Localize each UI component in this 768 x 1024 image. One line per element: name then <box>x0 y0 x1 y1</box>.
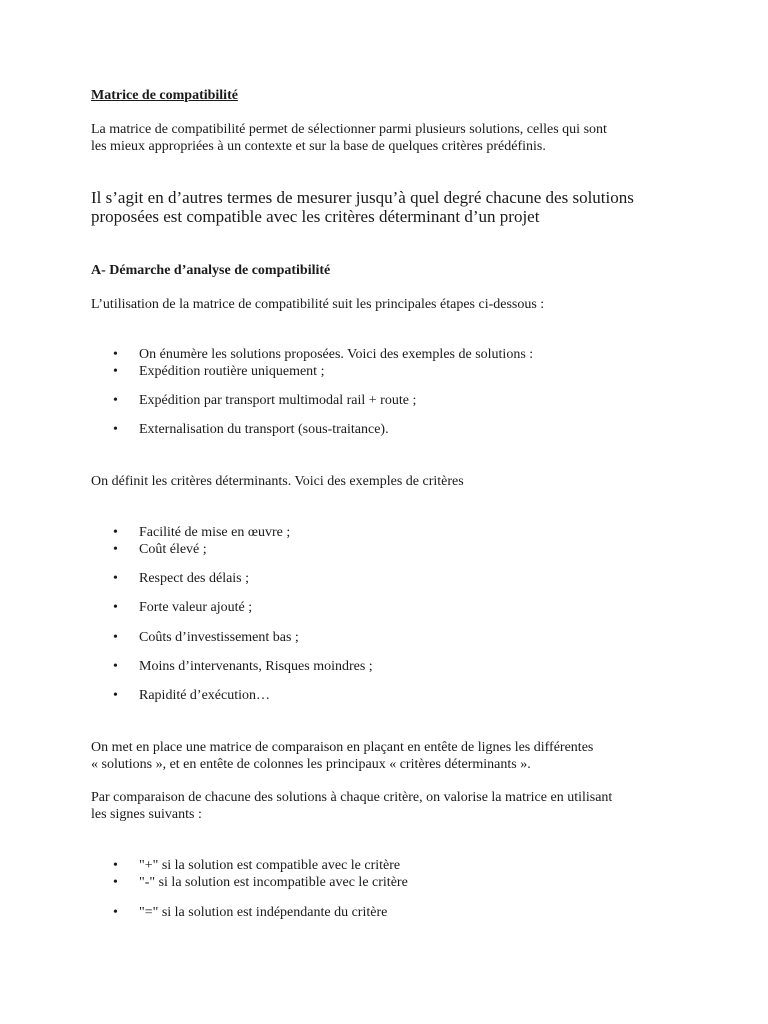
list-item: On énumère les solutions proposées. Voici des exemples de solutions : <box>139 347 534 362</box>
list-item: Rapidité d’exécution… <box>139 688 271 703</box>
list-item: Facilité de mise en œuvre ; <box>139 525 291 540</box>
bullet-icon: • <box>113 688 118 703</box>
bullet-icon: • <box>113 875 118 890</box>
bullet-icon: • <box>113 347 118 362</box>
bullet-icon: • <box>113 542 118 557</box>
bullet-icon: • <box>113 600 118 615</box>
list-item: "+" si la solution est compatible avec le critère <box>139 858 401 873</box>
bullet-icon: • <box>113 364 118 379</box>
list-item: Expédition routière uniquement ; <box>139 364 325 379</box>
matrix-para-line-2: « solutions », et en entête de colonnes les principaux « critères déterminants ». <box>91 757 531 772</box>
list-item: Moins d’intervenants, Risques moindres ; <box>139 659 373 674</box>
list-item: Externalisation du transport (sous-traitance). <box>139 422 389 437</box>
bullet-icon: • <box>113 905 118 920</box>
bullet-icon: • <box>113 630 118 645</box>
matrix-para-line-1: On met en place une matrice de comparaison en plaçant en entête de lignes les différentes <box>91 740 594 755</box>
emphasis-line-2: proposées est compatible avec les critères déterminant d’un projet <box>91 207 540 226</box>
emphasis-line-1: Il s’agit en d’autres termes de mesurer jusqu’à quel degré chacune des solutions <box>91 188 634 207</box>
list-item: Coûts d’investissement bas ; <box>139 630 299 645</box>
list-item: Expédition par transport multimodal rail + route ; <box>139 393 417 408</box>
bullet-icon: • <box>113 393 118 408</box>
bullet-icon: • <box>113 858 118 873</box>
bullet-icon: • <box>113 659 118 674</box>
bullet-icon: • <box>113 571 118 586</box>
list-item: "=" si la solution est indépendante du critère <box>139 905 388 920</box>
bullet-icon: • <box>113 525 118 540</box>
bullet-icon: • <box>113 422 118 437</box>
compare-para-line-2: les signes suivants : <box>91 807 202 822</box>
list-item: Respect des délais ; <box>139 571 250 586</box>
intro-line-1: La matrice de compatibilité permet de sélectionner parmi plusieurs solutions, celles qui sont <box>91 122 607 137</box>
list-item: Coût élevé ; <box>139 542 207 557</box>
list-item: Forte valeur ajouté ; <box>139 600 253 615</box>
intro-line-2: les mieux appropriées à un contexte et sur la base de quelques critères prédéfinis. <box>91 139 546 154</box>
section-a-lead: L’utilisation de la matrice de compatibilité suit les principales étapes ci-dessous : <box>91 297 545 312</box>
compare-para-line-1: Par comparaison de chacune des solutions à chaque critère, on valorise la matrice en utilisant <box>91 790 613 805</box>
document-title: Matrice de compatibilité <box>91 88 238 103</box>
criteria-lead: On définit les critères déterminants. Voici des exemples de critères <box>91 474 464 489</box>
list-item: "-" si la solution est incompatible avec le critère <box>139 875 408 890</box>
section-a-heading: A- Démarche d’analyse de compatibilité <box>91 263 331 278</box>
